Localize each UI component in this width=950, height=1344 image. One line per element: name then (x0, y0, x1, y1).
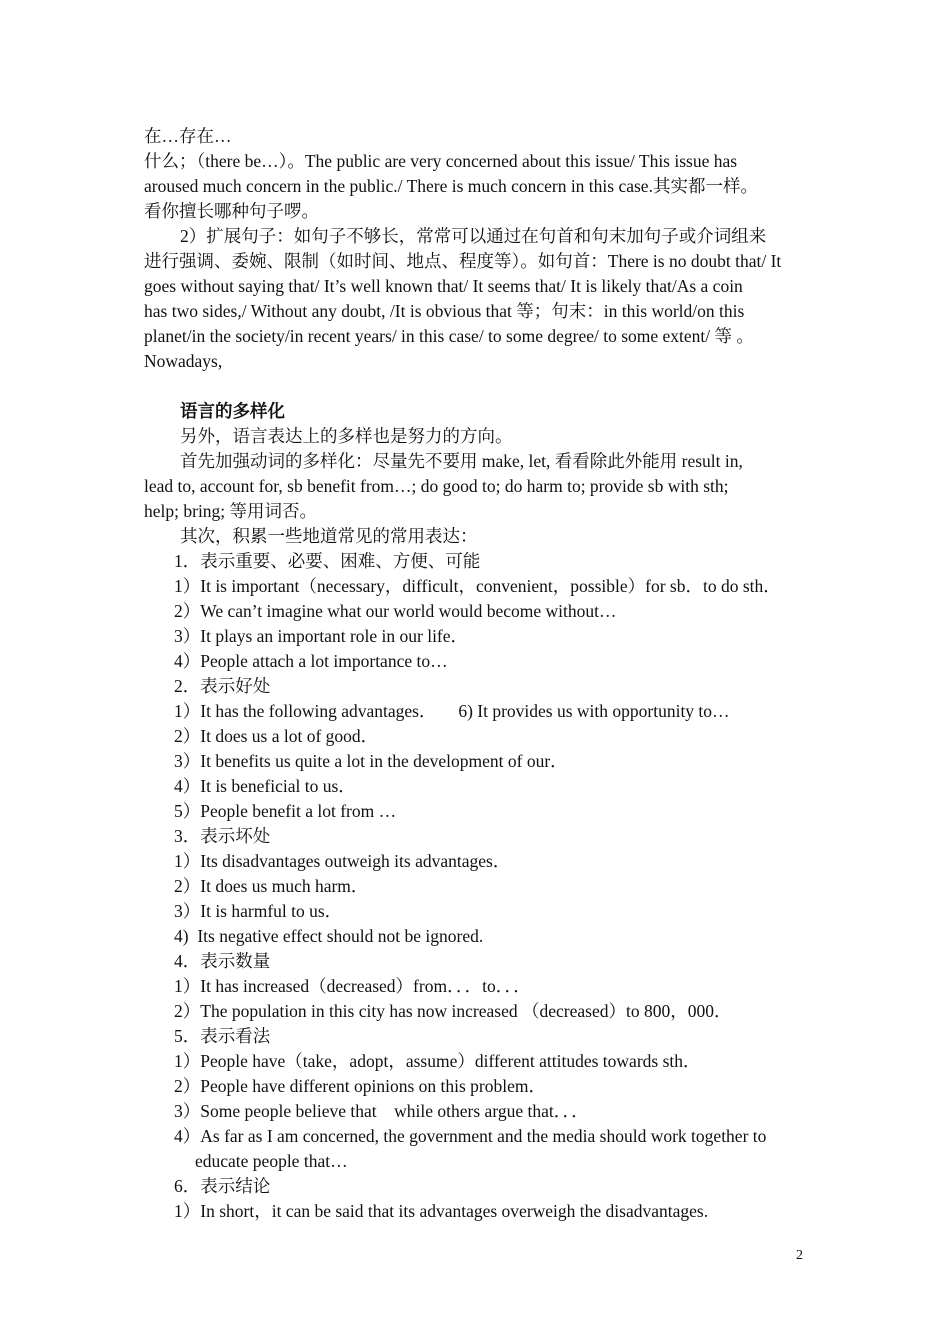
expand-line: has two sides,/ Without any doubt, /It is obvious that 等；句末：in this world/on this (144, 301, 745, 321)
list-item: 1）It has increased（decreased）from．．．to．．． (174, 976, 531, 996)
list-item: 3）It plays an important role in our life． (174, 626, 469, 646)
page-number: 2 (796, 1248, 803, 1263)
list-item-continuation: educate people that… (195, 1151, 348, 1171)
list-item: 2）People have different opinions on this problem． (174, 1076, 546, 1096)
list-category: 4．表示数量 (174, 951, 271, 971)
list-category: 3．表示坏处 (174, 826, 271, 846)
expand-line: goes without saying that/ It’s well known that/ It seems that/ It is likely that/As a coin (144, 276, 743, 296)
list-item: 5）People benefit a lot from … (174, 801, 397, 821)
list-item: 4）As far as I am concerned, the government and the media should work together to (174, 1126, 767, 1146)
page-content (144, 124, 824, 1224)
expand-line: 进行强调、委婉、限制（如时间、地点、程度等）。如句首：There is no doubt that/ It (144, 251, 782, 271)
list-item: 3）It is harmful to us． (174, 901, 343, 921)
section-heading: 语言的多样化 (180, 401, 285, 421)
list-item: 3）Some people believe that while others argue that．．． (174, 1101, 589, 1121)
list-item: 2）We can’t imagine what our world would become without… (174, 601, 617, 621)
accumulate-line: 其次，积累一些地道常见的常用表达： (180, 526, 478, 546)
intro-line: 在…存在… (144, 126, 232, 146)
diversity-line: 首先加强动词的多样化：尽量先不要用 make, let, 看看除此外能用 result in, (180, 451, 743, 471)
list-item: 4) Its negative effect should not be ignored. (174, 926, 484, 946)
list-item: 1）It has the following advantages． 6) It provides us with opportunity to… (174, 701, 730, 721)
diversity-line: help; bring; 等用词否。 (144, 501, 318, 521)
diversity-line: lead to, account for, sb benefit from…; do good to; do harm to; provide sb with sth; (144, 476, 729, 496)
list-item: 2）It does us a lot of good． (174, 726, 379, 746)
intro-line: 看你擅长哪种句子啰。 (144, 201, 319, 221)
paragraph-gap (144, 374, 824, 399)
diversity-line: 另外，语言表达上的多样也是努力的方向。 (180, 426, 513, 446)
list-item: 1）It is important（necessary，difficult，convenient，possible）for sb．to do sth． (174, 576, 781, 596)
intro-line: aroused much concern in the public./ There is much concern in this case.其实都一样。 (144, 176, 758, 196)
list-item: 2）The population in this city has now increased （decreased）to 800，000． (174, 1001, 732, 1021)
expand-line: Nowadays, (144, 351, 223, 371)
list-category: 1．表示重要、必要、困难、方便、可能 (174, 551, 481, 571)
list-item: 1）In short，it can be said that its advantages overweigh the disadvantages. (174, 1201, 709, 1221)
list-item: 2）It does us much harm． (174, 876, 369, 896)
list-category: 5．表示看法 (174, 1026, 271, 1046)
expand-line: 2）扩展句子：如句子不够长，常常可以通过在句首和句末加句子或介词组来 (180, 226, 767, 246)
intro-line: 什么；（there be…）。The public are very concerned about this issue/ This issue has (144, 151, 738, 171)
list-item: 1）People have（take，adopt，assume）different attitudes towards sth． (174, 1051, 701, 1071)
list-category: 2．表示好处 (174, 676, 271, 696)
list-item: 3）It benefits us quite a lot in the development of our． (174, 751, 568, 771)
list-item: 1）Its disadvantages outweigh its advantages． (174, 851, 511, 871)
list-item: 4）People attach a lot importance to… (174, 651, 448, 671)
list-category: 6．表示结论 (174, 1176, 271, 1196)
list-item: 4）It is beneficial to us． (174, 776, 356, 796)
expand-line: planet/in the society/in recent years/ in this case/ to some degree/ to some extent/ 等 。 (144, 326, 754, 346)
